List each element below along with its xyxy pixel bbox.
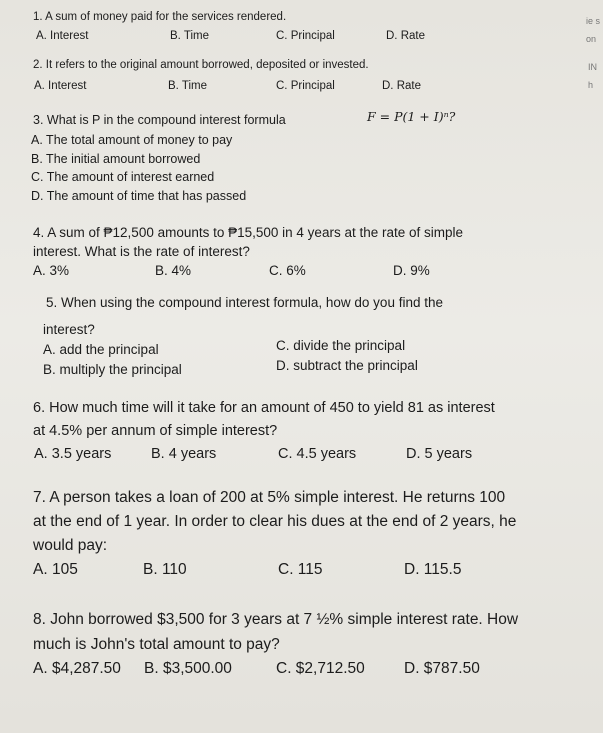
question-5-text-line-1: 5. When using the compound interest formula, how do you find the	[46, 295, 443, 310]
edge-text-2: on	[586, 34, 597, 44]
question-2-choice-c: C. Principal	[276, 80, 335, 92]
question-7-text-line-3: would pay:	[33, 537, 108, 554]
edge-text-3: IN	[588, 62, 597, 72]
question-7-text-line-1: 7. A person takes a loan of 200 at 5% simple interest. He returns 100	[33, 489, 506, 506]
question-7-choice-c: C. 115	[278, 561, 323, 578]
question-6-text-line-1: 6. How much time will it take for an amount of 450 to yield 81 as interest	[33, 400, 495, 416]
question-6-text-line-2: at 4.5% per annum of simple interest?	[33, 423, 278, 439]
question-8-text-line-2: much is John's total amount to pay?	[33, 636, 280, 653]
question-2-choice-a: A. Interest	[34, 80, 87, 92]
question-8-choice-c: C. $2,712.50	[276, 660, 365, 677]
question-6-choice-d: D. 5 years	[406, 446, 473, 462]
question-5-choice-b: B. multiply the principal	[43, 362, 182, 377]
question-5-choice-c: C. divide the principal	[276, 338, 406, 353]
question-5-choice-a: A. add the principal	[43, 342, 159, 357]
question-4-choice-a: A. 3%	[33, 263, 70, 278]
question-1-choice-d: D. Rate	[386, 30, 425, 42]
question-4-choice-d: D. 9%	[393, 263, 430, 278]
question-5-text-line-2: interest?	[43, 322, 95, 337]
question-8-choice-a: A. $4,287.50	[33, 660, 121, 677]
question-3-text: 3. What is P in the compound interest formula	[33, 113, 286, 127]
question-8-text-line-1: 8. John borrowed $3,500 for 3 years at 7 ½% simple interest rate. How	[33, 611, 519, 628]
question-5-choice-d: D. subtract the principal	[276, 358, 418, 373]
question-8-choice-d: D. $787.50	[404, 660, 480, 677]
question-4-choice-b: B. 4%	[155, 263, 192, 278]
question-6-choice-b: B. 4 years	[151, 446, 217, 462]
question-3-choice-a: A. The total amount of money to pay	[31, 133, 233, 147]
question-2-choice-b: B. Time	[168, 80, 207, 92]
question-2-text: 2. It refers to the original amount borrowed, deposited or invested.	[33, 59, 369, 71]
question-3-choice-c: C. The amount of interest earned	[31, 170, 215, 184]
question-7-text-line-2: at the end of 1 year. In order to clear his dues at the end of 2 years, he	[33, 513, 517, 530]
question-1-choice-b: B. Time	[170, 30, 209, 42]
question-7-choice-a: A. 105	[33, 561, 78, 578]
question-7-choice-d: D. 115.5	[404, 561, 462, 578]
question-8-choice-b: B. $3,500.00	[144, 660, 232, 677]
question-6-choice-a: A. 3.5 years	[34, 446, 112, 462]
question-4-choice-c: C. 6%	[269, 263, 306, 278]
question-3-formula: F = P(1 + I)ⁿ?	[367, 109, 456, 124]
edge-text-1: ie s	[586, 16, 601, 26]
question-6-choice-c: C. 4.5 years	[278, 446, 357, 462]
question-4-text-line-1: 4. A sum of ₱12,500 amounts to ₱15,500 in 4 years at the rate of simple	[33, 225, 464, 240]
question-3-choice-d: D. The amount of time that has passed	[31, 189, 247, 203]
question-1-choice-a: A. Interest	[36, 30, 89, 42]
question-1-choice-c: C. Principal	[276, 30, 335, 42]
question-2-choice-d: D. Rate	[382, 80, 421, 92]
question-7-choice-b: B. 110	[143, 561, 187, 578]
question-4-text-line-2: interest. What is the rate of interest?	[33, 244, 250, 259]
question-1-text: 1. A sum of money paid for the services rendered.	[33, 11, 287, 23]
edge-text-4: h	[588, 80, 594, 90]
question-3-choice-b: B. The initial amount borrowed	[31, 152, 201, 166]
